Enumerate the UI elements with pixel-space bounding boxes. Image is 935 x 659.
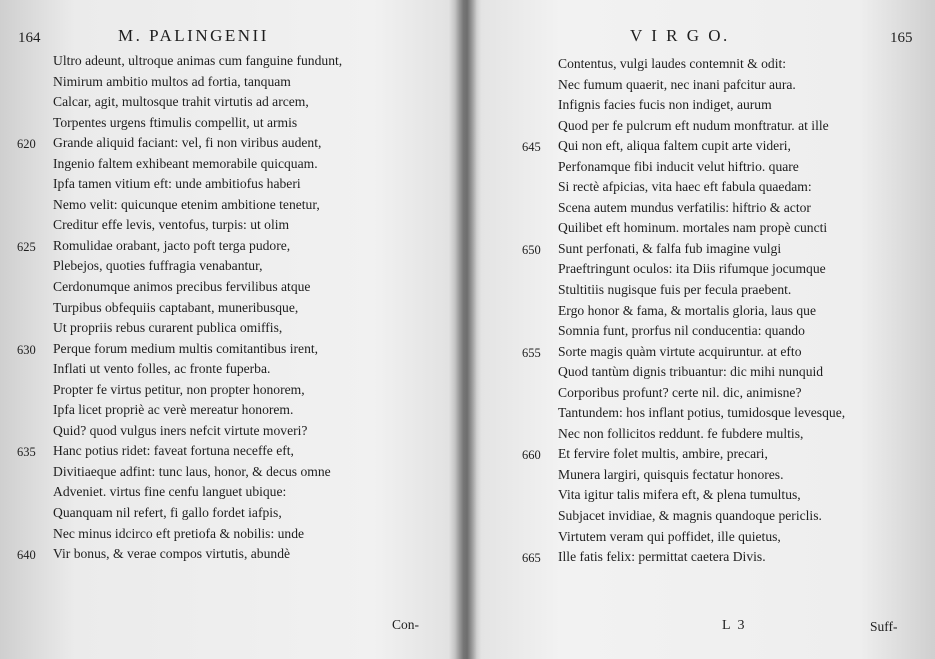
verse-text: Ipfa tamen vitium eft: unde ambitiofus haberi (53, 176, 301, 192)
verse-line (558, 465, 845, 486)
verse-line (558, 506, 845, 527)
verse-text: Qui non eft, aliqua faltem cupit arte videri, (558, 138, 791, 154)
verse-line (17, 441, 342, 462)
verse-text: Turpibus obfequiis captabant, muneribusque, (53, 299, 299, 315)
verse-text: Contentus, vulgi laudes contemnit & odit: (558, 56, 787, 71)
verse-line (558, 218, 845, 239)
verse-line (53, 277, 342, 298)
verse-line (558, 177, 845, 198)
verse-text: Et fervire folet multis, ambire, precari, (558, 446, 768, 462)
verse-line (522, 239, 845, 260)
verse-text: Propter fe virtus petitur, non propter honorem, (53, 381, 305, 397)
verse-line (53, 503, 342, 524)
verse-line (17, 339, 342, 360)
verse-text: Sorte magis quàm virtute acquiruntur. at efto (558, 343, 802, 359)
verse-text: Sunt perfonati, & falfa fub imagine vulgi (558, 240, 782, 256)
verse-line (558, 259, 845, 280)
verse-line (558, 198, 845, 219)
verse-text: Torpentes urgens ftimulis compellit, ut armis (53, 114, 298, 130)
verse-text: Grande aliquid faciant: vel, fi non viribus audent, (53, 135, 322, 151)
line-number: 665 (522, 551, 541, 566)
verse-text: Romulidae orabant, jacto poft terga pudore, (53, 237, 291, 253)
verse-text: Plebejos, quoties fuffragia venabantur, (53, 258, 263, 274)
verse-text: Calcar, agit, multosque trahit virtutis ad arcem, (53, 94, 309, 110)
verse-text: Ille fatis felix: permittat caetera Divis. (558, 549, 766, 565)
verse-text: Perfonamque fibi inducit velut hiftrio. quare (558, 158, 799, 174)
verse-text: Infignis facies fucis non indiget, aurum (558, 97, 772, 113)
right-verse-lines (522, 54, 846, 568)
verse-line (53, 400, 342, 421)
verse-line (558, 527, 845, 548)
verse-line (558, 403, 845, 424)
verse-line (53, 421, 342, 442)
verse-text: Inflati ut vento folles, ac fronte fuperba. (53, 361, 271, 377)
verse-line (53, 380, 342, 401)
verse-line (17, 133, 342, 154)
verse-line (558, 157, 845, 178)
line-number: 620 (17, 137, 36, 152)
verse-text: Quid? quod vulgus iners nefcit virtute moveri? (53, 422, 308, 438)
verse-text: Nimirum ambitio multos ad fortia, tanquam (53, 73, 291, 89)
verse-line (53, 154, 342, 175)
verse-line (17, 236, 342, 257)
verse-text: Nemo velit: quicunque etenim ambitione tenetur, (53, 196, 320, 212)
line-number: 660 (522, 448, 541, 463)
line-number: 635 (17, 445, 36, 460)
right-page-number: 165 (890, 30, 913, 46)
line-number: 650 (522, 242, 541, 257)
verse-line (522, 547, 845, 568)
verse-line (53, 215, 342, 236)
verse-text: Nec fumum quaerit, nec inani pafcitur aura. (558, 76, 796, 92)
verse-line (53, 298, 342, 319)
verse-text: Adveniet. virtus fine cenfu languet ubique: (53, 484, 287, 500)
verse-text: Ergo honor & fama, & mortalis gloria, laus que (558, 302, 816, 318)
verse-text: Hanc potius ridet: faveat fortuna neceffe eft, (53, 443, 294, 459)
verse-text: Divitiaeque adfint: tunc laus, honor, & decus omne (53, 463, 331, 479)
right-catchword: Suff- (870, 619, 898, 634)
verse-text: Munera largiri, quisquis fectatur honores. (558, 466, 784, 482)
verse-text: Perque forum medium multis comitantibus irent, (53, 340, 319, 356)
verse-line (17, 544, 342, 565)
verse-text: Quod tantùm dignis tribuantur: dic mihi nunquid (558, 364, 824, 380)
verse-line (53, 462, 342, 483)
right-page (470, 0, 935, 659)
verse-text: Ingenio faltem exhibeant memorabile quicquam. (53, 155, 318, 171)
verse-text: Cerdonumque animos precibus fervilibus atque (53, 279, 311, 295)
verse-text: Vita igitur talis mifera eft, & plena tumultus, (558, 487, 801, 503)
verse-line (53, 359, 342, 380)
left-verse-lines (17, 51, 343, 565)
verse-text: Subjacet invidiae, & magnis quandoque periclis. (558, 508, 822, 524)
verse-line (53, 524, 342, 545)
verse-text: Quod per fe pulcrum eft nudum monftratur. at ille (558, 117, 829, 133)
verse-text: Ut propriis rebus curarent publica omiffis, (53, 320, 283, 336)
verse-text: Ipfa licet propriè ac verè mereatur honorem. (53, 402, 294, 418)
left-catchword: Con- (392, 617, 419, 632)
verse-line (558, 280, 845, 301)
right-signature-mark: L 3 (722, 618, 747, 633)
verse-line (558, 383, 845, 404)
verse-line (558, 95, 845, 116)
verse-text: Vir bonus, & verae compos virtutis, abundè (53, 546, 291, 562)
verse-text: Corporibus profunt? certe nil. dic, animisne? (558, 384, 802, 400)
verse-text: Nec non follicitos reddunt. fe fubdere multis, (558, 425, 804, 441)
verse-line (522, 444, 845, 465)
verse-line (558, 54, 845, 75)
verse-line (53, 195, 342, 216)
line-number: 655 (522, 345, 541, 360)
verse-line (522, 136, 845, 157)
verse-text: Quanquam nil refert, fi gallo fordet iafpis, (53, 505, 282, 521)
verse-line (558, 485, 845, 506)
verse-text: Nec minus idcirco eft pretiofa & nobilis: unde (53, 525, 305, 541)
verse-text: Creditur effe levis, ventofus, turpis: ut olim (53, 217, 290, 233)
line-number: 645 (522, 140, 541, 155)
verse-line (53, 72, 342, 93)
verse-text: Tantundem: hos inflant potius, tumidosque levesque, (558, 405, 846, 421)
left-page (0, 0, 462, 659)
verse-line (522, 342, 845, 363)
verse-line (558, 321, 845, 342)
verse-text: Virtutem veram qui poffidet, ille quietus, (558, 528, 781, 544)
verse-line (558, 362, 845, 383)
verse-line (53, 113, 342, 134)
verse-line (558, 301, 845, 322)
verse-text: Ultro adeunt, ultroque animas cum fanguine fundunt, (53, 53, 343, 68)
verse-line (53, 256, 342, 277)
left-page-number: 164 (18, 30, 41, 46)
line-number: 640 (17, 548, 36, 563)
verse-line (558, 116, 845, 137)
verse-line (558, 75, 845, 96)
verse-line (53, 318, 342, 339)
line-number: 625 (17, 239, 36, 254)
verse-text: Scena autem mundus verfatilis: hiftrio & actor (558, 199, 811, 215)
verse-text: Praeftringunt oculos: ita Diis rifumque jocumque (558, 261, 826, 277)
verse-line (558, 424, 845, 445)
verse-line (53, 92, 342, 113)
line-number: 630 (17, 342, 36, 357)
right-running-head: V I R G O. (630, 26, 730, 45)
left-running-head: M. PALINGENII (118, 26, 269, 45)
verse-text: Quilibet eft hominum. mortales nam propè cuncti (558, 220, 828, 236)
verse-line (53, 482, 342, 503)
verse-text: Stultitiis nugisque fuis per fecula praebent. (558, 282, 792, 298)
verse-line (53, 174, 342, 195)
verse-text: Somnia funt, prorfus nil conducentia: quando (558, 323, 805, 339)
verse-line (53, 51, 342, 72)
verse-text: Si rectè afpicias, vita haec eft fabula quaedam: (558, 179, 812, 195)
